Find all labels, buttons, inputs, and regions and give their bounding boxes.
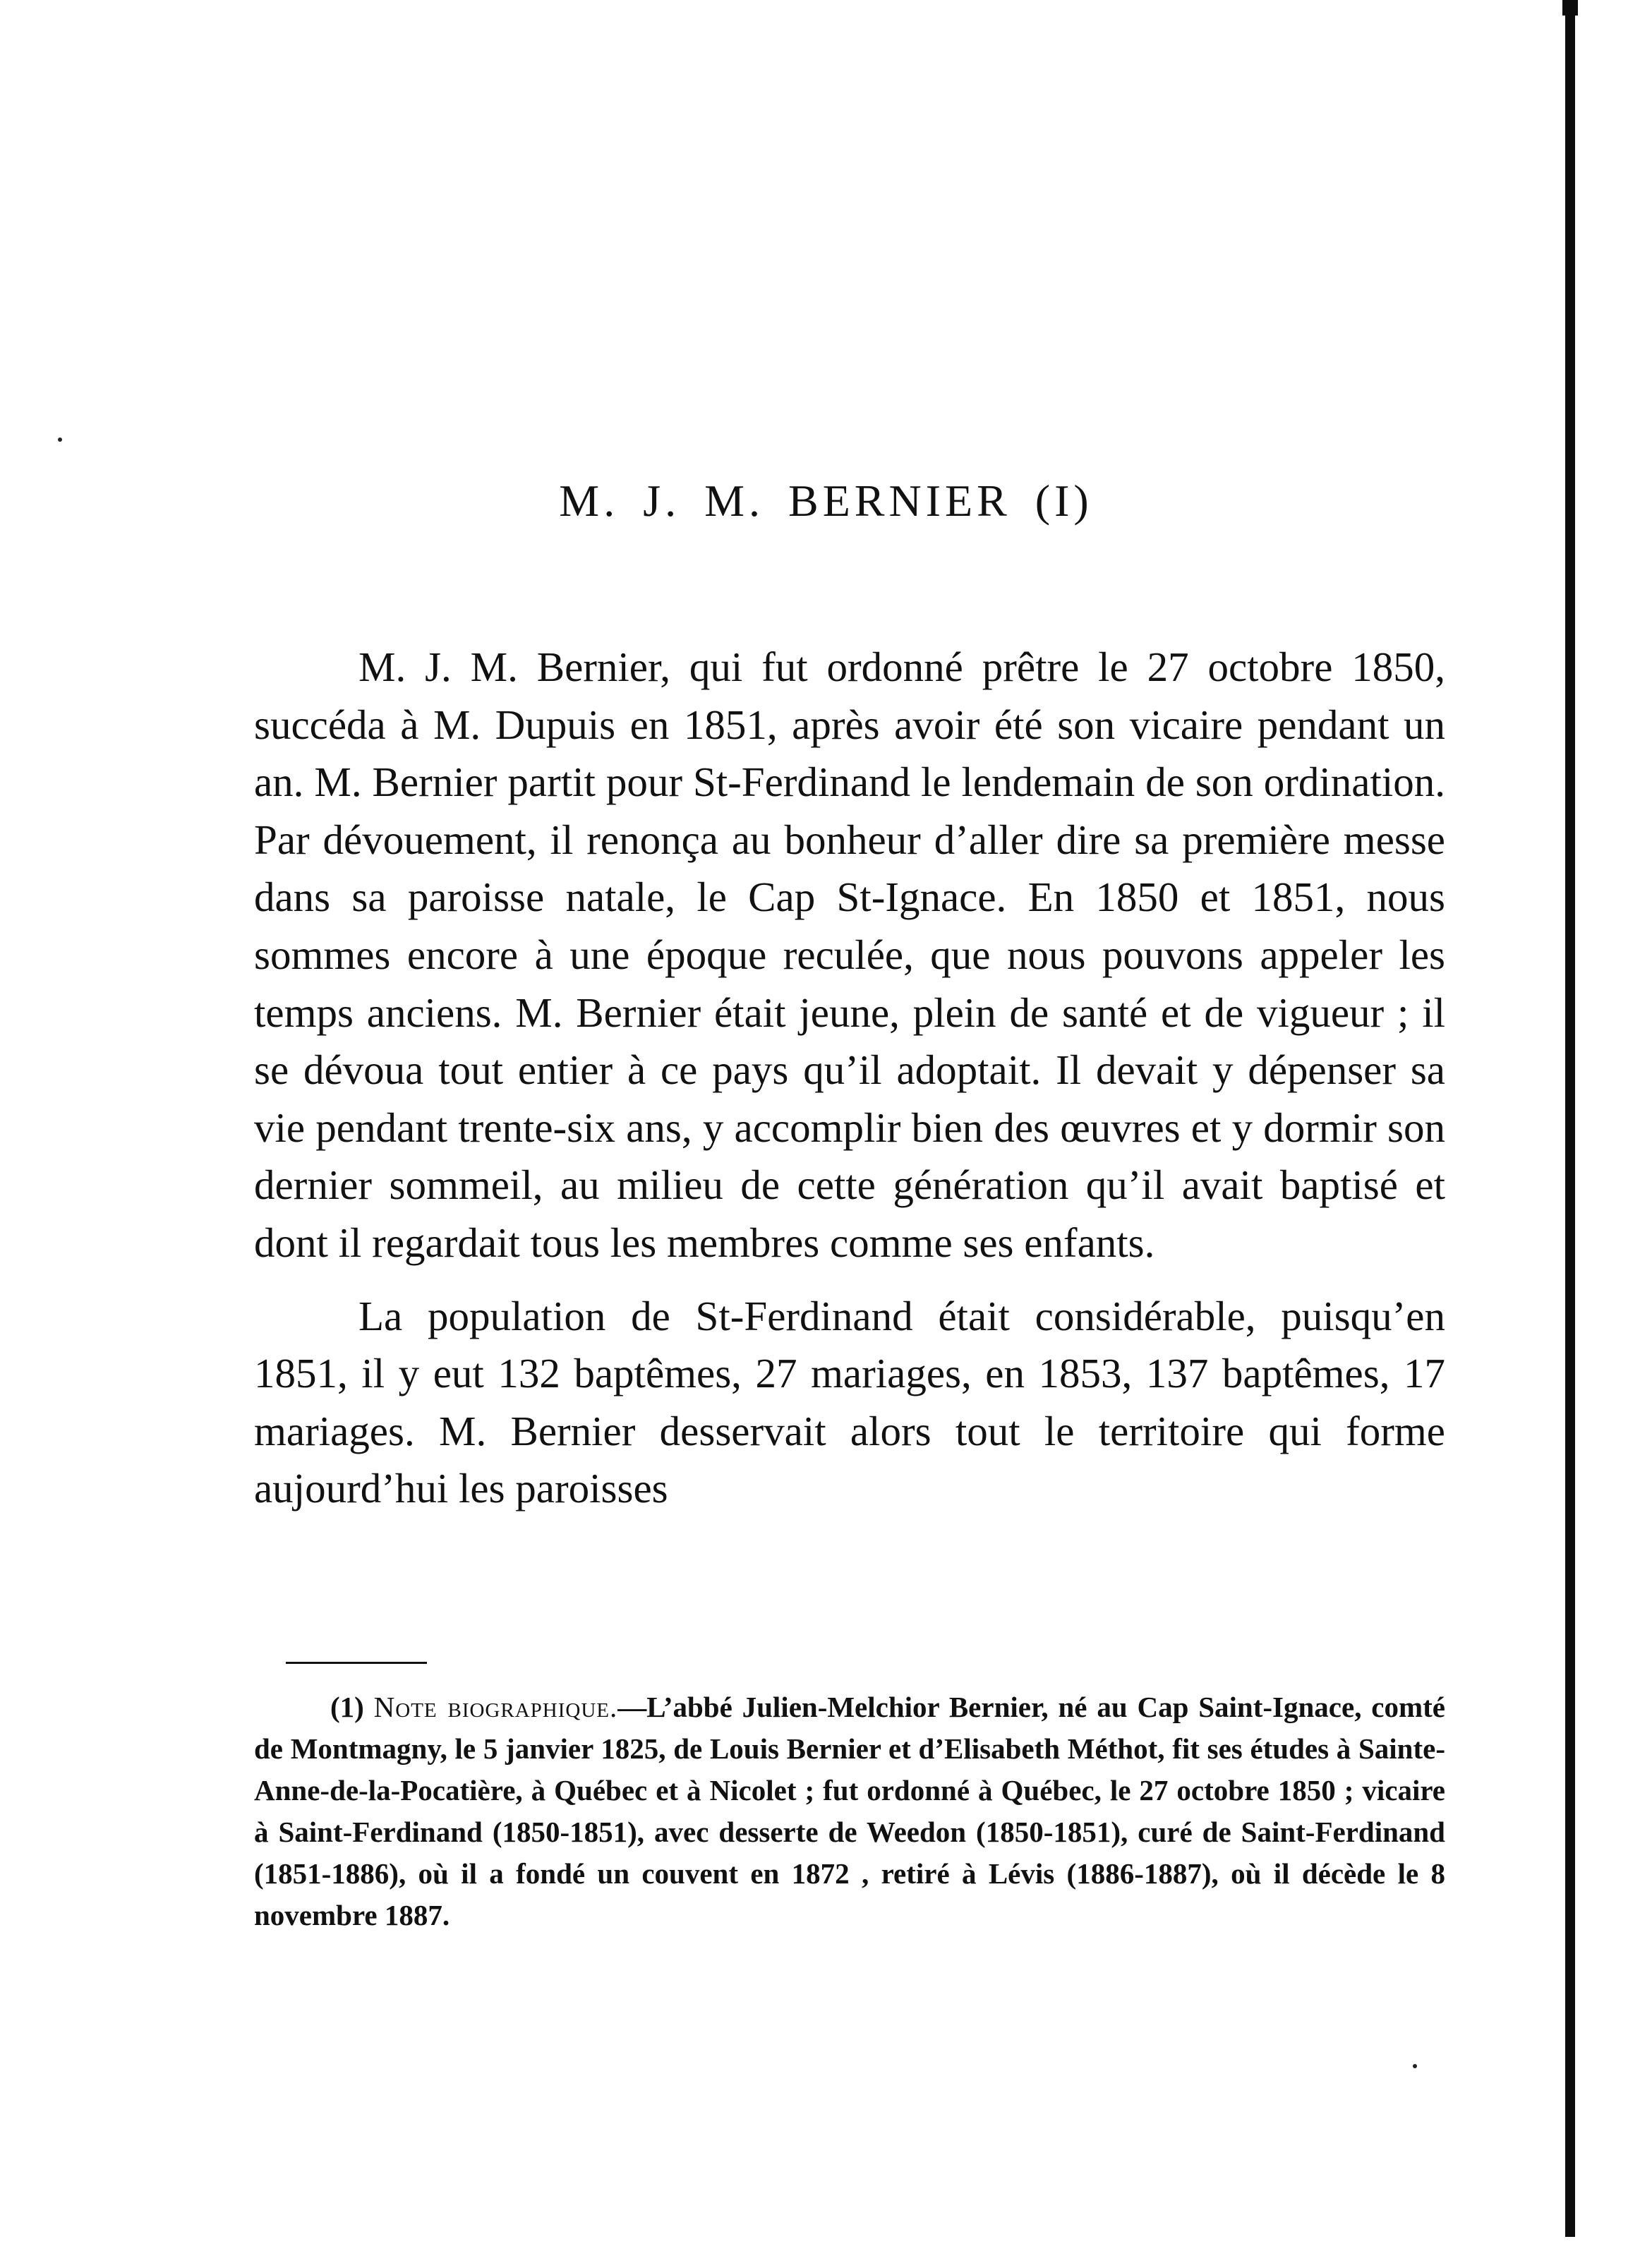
footnote: [254, 1686, 1445, 1936]
scan-speck: [1413, 2064, 1417, 2068]
page-edge-shadow: [1565, 0, 1575, 2237]
page-edge-corner: [1562, 0, 1578, 16]
paragraph: La population de St-Ferdinand était considérable, puisqu’en 1851, il y eut 132 baptêmes, 27 mariages, en 1853, 137 baptêmes, 17 mariages. M. Bernier desservait alors tout le territoire qui forme aujourd’hui les paroisses: [254, 1292, 1445, 1512]
page-title: M. J. M. BERNIER (I): [559, 476, 1093, 526]
scan-speck: [58, 437, 62, 442]
footnote-label: Note biographique.: [373, 1691, 618, 1723]
footnote-rule: [286, 1662, 427, 1664]
body-text: [254, 639, 1445, 1518]
paragraph: M. J. M. Bernier, qui fut ordonné prêtre le 27 octobre 1850, succéda à M. Dupuis en 1851, après avoir été son vicaire pendant un an. M. Bernier partit pour St-Ferdinand le lendemain de son ordination. Par dévouement, il renonça au bonheur d’aller dire sa première messe dans sa paroisse natale, le Cap St-Ignace. En 1850 et 1851, nous sommes encore à une époque reculée, que nous pouvons appeler les temps anciens. M. Bernier était jeune, plein de santé et de vigueur ; il se dévoua tout entier à ce pays qu’il adoptait. Il devait y dépenser sa vie pendant trente-six ans, y accomplir bien des œuvres et y dormir son dernier sommeil, au milieu de cette génération qu’il avait baptisé et dont il regardait tous les membres comme ses enfants.: [254, 644, 1445, 1266]
footnote-text: —L’abbé Julien-Melchior Bernier, né au Cap Saint-Ignace, comté de Montmagny, le 5 janvier 1825, de Louis Bernier et d’Elisabeth Méthot, fit ses études à Sainte-Anne-de-la-Pocatière, à Québec et à Nicolet ; fut ordonné à Québec, le 27 octobre 1850 ; vicaire à Saint-Ferdinand (1850-1851), avec desserte de Weedon (1850-1851), curé de Saint-Ferdinand (1851-1886), où il a fondé un couvent en 1872 , retiré à Lévis (1886-1887), où il décède le 8 novembre 1887.: [254, 1691, 1445, 1931]
footnote-marker: (1): [330, 1691, 364, 1723]
